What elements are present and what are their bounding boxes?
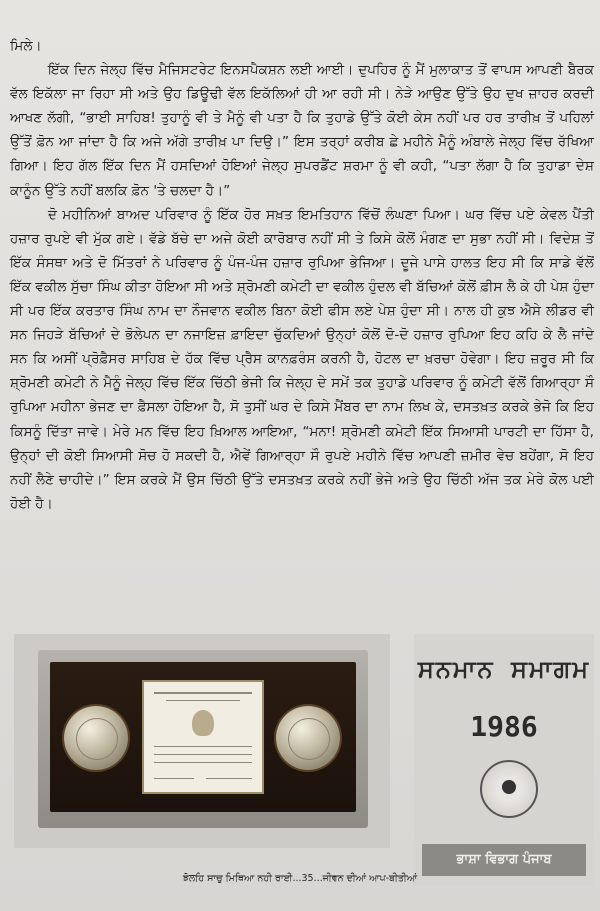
medal-left (64, 706, 128, 770)
plaque-display-box (50, 662, 356, 812)
certificate (142, 680, 264, 794)
page-footer-caption: ਝੋਲਹਿ ਸਾਚੁ ਮਿਥਿਆ ਨਹੀ ਰਾਈ...35...ਜੀਵਨ ਦੀਆਂ ਆਪ-ਬੀਤੀਆਂ (182, 873, 418, 884)
poster-title: ਸਨਮਾਨ ਸਮਾਗਮ (417, 655, 591, 683)
paragraph-1: ਇੱਕ ਦਿਨ ਜੇਲ੍ਹ ਵਿੱਚ ਮੈਜਿਸਟਰੇਟ ਇਨਸਪੈਕਸ਼ਨ ਲਈ ਆਈ। ਦੁਪਹਿਰ ਨੂੰ ਮੈਂ ਮੁਲਾਕਾਤ ਤੋਂ ਵਾਪਸ ਆਪਣੀ ਬੈਰਕ ਵੱਲ ਇਕੱਲਾ ਜਾ ਰਿਹਾ ਸੀ ਅਤੇ ਉਹ ਡਿਊਢੀ ਵੱਲ ਇਕੱਲਿਆਂ ਹੀ ਆ ਰਹੀ ਸੀ। ਨੇੜੇ ਆਉਣ ਉੱਤੇ ਉਹ ਦੁਖ ਜ਼ਾਹਰ ਕਰਦੀ ਆਖਣ ਲੱਗੀ, “ਭਾਈ ਸਾਹਿਬ! ਤੁਹਾਨੂੰ ਵੀ ਤੇ ਮੈਨੂੰ ਵੀ ਪਤਾ ਹੈ ਕਿ ਤੁਹਾਡੇ ਉੱਤੇ ਕੋਈ ਕੇਸ ਨਹੀਂ ਪਰ ਹਰ ਤਾਰੀਖ਼ ਤੋਂ ਪਹਿਲਾਂ ਉੱਤੋਂ ਫ਼ੋਨ ਆ ਜਾਂਦਾ ਹੈ ਕਿ ਅਜੇ ਅੱਗੇ ਤਾਰੀਖ਼ ਪਾ ਦਿਉ।” ਇਸ ਤਰ੍ਹਾਂ ਕਰੀਬ ਛੇ ਮਹੀਨੇ ਮੈਨੂੰ ਅੰਬਾਲੇ ਜੇਲ੍ਹ ਵਿੱਚ ਰੱਖਿਆ ਗਿਆ। ਇਹ ਗੱਲ ਇੱਕ ਦਿਨ ਮੈਂ ਹਸਦਿਆਂ ਹੋਇਆਂ ਜੇਲ੍ਹ ਸੁਪਰਡੈਂਟ ਸ਼ਰਮਾ ਨੂੰ ਵੀ ਕਹੀ, “ਪਤਾ ਲੱਗਾ ਹੈ ਕਿ ਤੁਹਾਡਾ ਦੇਸ਼ ਕਾਨੂੰਨ ਉੱਤੇ ਨਹੀਂ ਬਲਕਿ ਫ਼ੋਨ 'ਤੇ ਚਲਦਾ ਹੈ।” (10, 62, 594, 199)
poster-year: 1986 (470, 710, 538, 743)
paragraph-opening: ਮਿਲੇ। (10, 38, 42, 54)
poster-footer: ਭਾਸ਼ਾ ਵਿਭਾਗ ਪੰਜਾਬ (422, 844, 586, 876)
plaque-photo (14, 634, 390, 848)
medal-right (276, 706, 340, 770)
body-text (10, 34, 594, 516)
plaque-frame (38, 650, 368, 828)
poster-emblem (480, 760, 538, 818)
event-poster (414, 634, 594, 886)
certificate-emblem (192, 710, 214, 736)
paragraph-2: ਦੋ ਮਹੀਨਿਆਂ ਬਾਅਦ ਪਰਿਵਾਰ ਨੂੰ ਇੱਕ ਹੋਰ ਸਖ਼ਤ ਇਮਤਿਹਾਨ ਵਿੱਚੋਂ ਲੰਘਣਾ ਪਿਆ। ਘਰ ਵਿੱਚ ਪਏ ਕੇਵਲ ਪੈਂਤੀ ਹਜ਼ਾਰ ਰੁਪਏ ਵੀ ਮੁੱਕ ਗਏ। ਵੱਡੇ ਬੱਚੇ ਦਾ ਅਜੇ ਕੋਈ ਕਾਰੋਬਾਰ ਨਹੀਂ ਸੀ ਤੇ ਕਿਸੇ ਕੋਲੋਂ ਮੰਗਣ ਦਾ ਸੁਭਾ ਨਹੀਂ ਸੀ। ਵਿਦੇਸ਼ ਤੋਂ ਇੱਕ ਸੰਸਥਾ ਅਤੇ ਦੋ ਮਿੱਤਰਾਂ ਨੇ ਪਰਿਵਾਰ ਨੂੰ ਪੰਜ-ਪੰਜ ਹਜ਼ਾਰ ਰੁਪਿਆ ਭੇਜਿਆ। ਦੂਜੇ ਪਾਸੇ ਹਾਲਤ ਇਹ ਸੀ ਕਿ ਸਾਡੇ ਵੱਲੋਂ ਇੱਕ ਵਕੀਲ ਸੁੱਚਾ ਸਿੰਘ ਕੀਤਾ ਹੋਇਆ ਸੀ ਅਤੇ ਸ਼੍ਰੋਮਣੀ ਕਮੇਟੀ ਦਾ ਵਕੀਲ ਹੁੰਦਲ ਵੀ ਬੱਚਿਆਂ ਕੋਲੋਂ ਫ਼ੀਸ ਲੈ ਕੇ ਹੀ ਪੇਸ਼ ਹੁੰਦਾ ਸੀ ਪਰ ਇੱਕ ਕਰਤਾਰ ਸਿੰਘ ਨਾਮ ਦਾ ਨੌਜਵਾਨ ਵਕੀਲ ਬਿਨਾ ਕੋਈ ਫੀਸ ਲਏ ਪੇਸ਼ ਹੁੰਦਾ ਸੀ। ਨਾਲ ਹੀ ਕੁਝ ਐਸੇ ਲੀਡਰ ਵੀ ਸਨ ਜਿਹੜੇ ਬੱਚਿਆਂ ਦੇ ਭੋਲੇਪਨ ਦਾ ਨਜਾਇਜ਼ ਫ਼ਾਇਦਾ ਚੁੱਕਦਿਆਂ ਉਨ੍ਹਾਂ ਕੋਲੋਂ ਦੋ-ਦੋ ਹਜ਼ਾਰ ਰੁਪਿਆ ਇਹ ਕਹਿ ਕੇ ਲੈ ਜਾਂਦੇ ਸਨ ਕਿ ਅਸੀਂ ਪ੍ਰੋਫ਼ੈਸਰ ਸਾਹਿਬ ਦੇ ਹੱਕ ਵਿੱਚ ਪ੍ਰੈਸ ਕਾਨਫ਼ਰੰਸ ਕਰਨੀ ਹੈ, ਹੋਟਲ ਦਾ ਖ਼ਰਚਾ ਹੋਵੇਗਾ। ਇਹ ਜ਼ਰੂਰ ਸੀ ਕਿ ਸ਼੍ਰੋਮਣੀ ਕਮੇਟੀ ਨੇ ਮੈਨੂੰ ਜੇਲ੍ਹ ਵਿੱਚ ਇੱਕ ਚਿੱਠੀ ਭੇਜੀ ਕਿ ਜੇਲ੍ਹ ਦੇ ਸਮੇਂ ਤਕ ਤੁਹਾਡੇ ਪਰਿਵਾਰ ਨੂੰ ਕਮੇਟੀ ਵੱਲੋਂ ਗਿਆਰ੍ਹਾ ਸੌ ਰੁਪਿਆ ਮਹੀਨਾ ਭੇਜਣ ਦਾ ਫ਼ੈਸਲਾ ਹੋਇਆ ਹੈ, ਸੋ ਤੁਸੀਂ ਘਰ ਦੇ ਕਿਸੇ ਮੈਂਬਰ ਦਾ ਨਾਮ ਲਿਖ ਕੇ, ਦਸਤਖ਼ਤ ਕਰਕੇ ਭੇਜੋ ਕਿ ਇਹ ਕਿਸਨੂੰ ਦਿੱਤਾ ਜਾਵੇ। ਮੇਰੇ ਮਨ ਵਿੱਚ ਇਹ ਖ਼ਿਆਲ ਆਇਆ, “ਮਨਾ! ਸ਼੍ਰੋਮਣੀ ਕਮੇਟੀ ਇੱਕ ਸਿਆਸੀ ਪਾਰਟੀ ਦਾ ਹਿੱਸਾ ਹੈ, ਉਨ੍ਹਾਂ ਦੀ ਕੋਈ ਸਿਆਸੀ ਸੋਚ ਹੋ ਸਕਦੀ ਹੈ, ਐਵੇਂ ਗਿਆਰ੍ਹਾ ਸੌ ਰੁਪਏ ਮਹੀਨੇ ਵਿੱਚ ਆਪਣੀ ਜ਼ਮੀਰ ਵੇਚ ਬਹੇਂਗਾ, ਸੋ ਇਹ ਨਹੀਂ ਲੈਣੇ ਚਾਹੀਦੇ।” ਇਸ ਕਰਕੇ ਮੈਂ ਉਸ ਚਿੱਠੀ ਉੱਤੇ ਦਸਤਖ਼ਤ ਕਰਕੇ ਨਹੀਂ ਭੇਜੇ ਅਤੇ ਉਹ ਚਿੱਠੀ ਅੱਜ ਤਕ ਮੇਰੇ ਕੋਲ ਪਈ ਹੋਈ ਹੈ। (10, 206, 594, 512)
